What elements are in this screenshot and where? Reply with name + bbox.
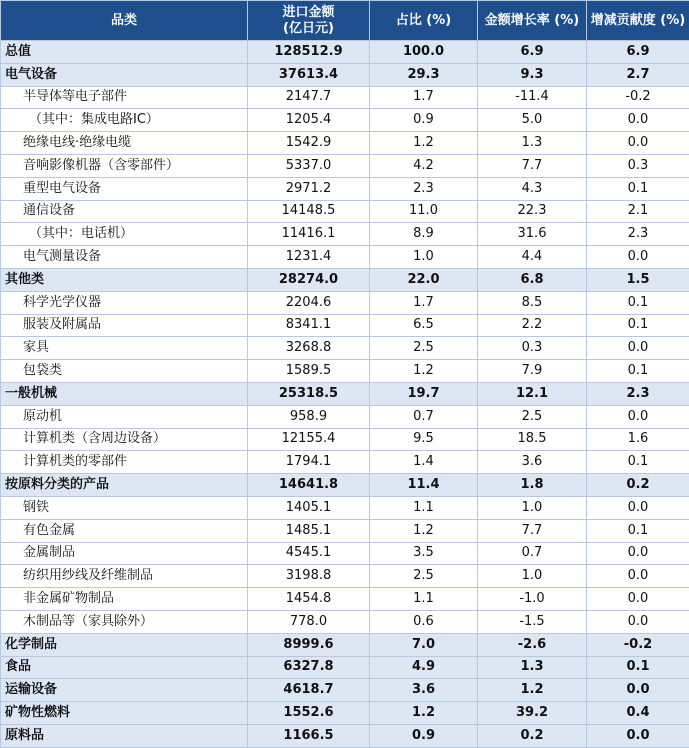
cell-import-amount: 8999.6: [248, 633, 370, 656]
table-row: [1, 496, 689, 519]
cell-growth-rate: 4.4: [478, 246, 587, 269]
cell-category-name: 食品: [1, 656, 248, 679]
table-row: [1, 246, 689, 269]
table-row: [1, 588, 689, 611]
cell-import-amount: 11416.1: [248, 223, 370, 246]
table-row: [1, 314, 689, 337]
table-row: [1, 109, 689, 132]
category-row: [1, 633, 689, 656]
cell-category-name: 计算机类（含周边设备）: [1, 428, 248, 451]
cell-import-amount: 128512.9: [248, 41, 370, 64]
cell-growth-rate: 5.0: [478, 109, 587, 132]
cell-share: 1.2: [370, 132, 478, 155]
cell-share: 1.2: [370, 702, 478, 725]
cell-share: 19.7: [370, 382, 478, 405]
cell-growth-rate: 18.5: [478, 428, 587, 451]
cell-contribution: 0.0: [587, 610, 689, 633]
cell-import-amount: 1552.6: [248, 702, 370, 725]
cell-contribution: 2.7: [587, 63, 689, 86]
cell-contribution: 0.1: [587, 314, 689, 337]
cell-growth-rate: 0.3: [478, 337, 587, 360]
table-row: [1, 405, 689, 428]
cell-contribution: 0.2: [587, 474, 689, 497]
cell-share: 0.6: [370, 610, 478, 633]
cell-growth-rate: 0.2: [478, 724, 587, 747]
cell-category-name: （其中：集成电路IC）: [1, 109, 248, 132]
category-row: [1, 474, 689, 497]
category-row: [1, 382, 689, 405]
cell-category-name: （其中：电话机）: [1, 223, 248, 246]
cell-share: 1.2: [370, 519, 478, 542]
cell-category-name: 原料品: [1, 724, 248, 747]
category-row: [1, 656, 689, 679]
header-amount-unit: (亿日元): [248, 21, 369, 37]
table-body: [1, 41, 689, 748]
cell-import-amount: 1542.9: [248, 132, 370, 155]
cell-import-amount: 1205.4: [248, 109, 370, 132]
cell-growth-rate: 0.7: [478, 542, 587, 565]
table-row: [1, 177, 689, 200]
table-row: [1, 223, 689, 246]
cell-category-name: 运输设备: [1, 679, 248, 702]
cell-category-name: 原动机: [1, 405, 248, 428]
cell-contribution: -0.2: [587, 86, 689, 109]
cell-contribution: 0.0: [587, 337, 689, 360]
cell-contribution: 1.6: [587, 428, 689, 451]
cell-growth-rate: 8.5: [478, 291, 587, 314]
cell-growth-rate: -11.4: [478, 86, 587, 109]
cell-import-amount: 4618.7: [248, 679, 370, 702]
cell-import-amount: 3268.8: [248, 337, 370, 360]
cell-contribution: 0.0: [587, 109, 689, 132]
category-row: [1, 724, 689, 747]
cell-contribution: 6.9: [587, 41, 689, 64]
cell-contribution: 0.1: [587, 451, 689, 474]
cell-category-name: 矿物性燃料: [1, 702, 248, 725]
cell-category-name: 纺织用纱线及纤维制品: [1, 565, 248, 588]
header-amount-line1: 进口金额: [248, 5, 369, 21]
cell-share: 100.0: [370, 41, 478, 64]
cell-category-name: 包袋类: [1, 360, 248, 383]
cell-import-amount: 28274.0: [248, 268, 370, 291]
cell-contribution: 0.0: [587, 565, 689, 588]
cell-import-amount: 1454.8: [248, 588, 370, 611]
cell-share: 8.9: [370, 223, 478, 246]
cell-import-amount: 2971.2: [248, 177, 370, 200]
cell-import-amount: 1166.5: [248, 724, 370, 747]
cell-growth-rate: 31.6: [478, 223, 587, 246]
table-header-row: [1, 1, 689, 41]
cell-growth-rate: 1.0: [478, 496, 587, 519]
table-row: [1, 610, 689, 633]
cell-import-amount: 37613.4: [248, 63, 370, 86]
cell-import-amount: 958.9: [248, 405, 370, 428]
cell-category-name: 钢铁: [1, 496, 248, 519]
cell-share: 1.4: [370, 451, 478, 474]
cell-category-name: 电气测量设备: [1, 246, 248, 269]
cell-share: 9.5: [370, 428, 478, 451]
category-row: [1, 679, 689, 702]
table-row: [1, 154, 689, 177]
cell-import-amount: 14148.5: [248, 200, 370, 223]
cell-import-amount: 1589.5: [248, 360, 370, 383]
cell-contribution: 0.1: [587, 360, 689, 383]
cell-category-name: 重型电气设备: [1, 177, 248, 200]
cell-contribution: 0.1: [587, 519, 689, 542]
cell-category-name: 金属制品: [1, 542, 248, 565]
cell-share: 1.7: [370, 86, 478, 109]
cell-contribution: 0.1: [587, 656, 689, 679]
cell-growth-rate: 6.9: [478, 41, 587, 64]
cell-import-amount: 3198.8: [248, 565, 370, 588]
cell-import-amount: 2147.7: [248, 86, 370, 109]
header-share: 占比 (%): [370, 1, 478, 41]
cell-share: 29.3: [370, 63, 478, 86]
cell-category-name: 计算机类的零部件: [1, 451, 248, 474]
cell-category-name: 电气设备: [1, 63, 248, 86]
cell-growth-rate: 2.2: [478, 314, 587, 337]
cell-category-name: 其他类: [1, 268, 248, 291]
cell-share: 3.5: [370, 542, 478, 565]
cell-growth-rate: 3.6: [478, 451, 587, 474]
cell-growth-rate: 4.3: [478, 177, 587, 200]
cell-growth-rate: 1.3: [478, 132, 587, 155]
cell-growth-rate: 7.9: [478, 360, 587, 383]
cell-category-name: 总值: [1, 41, 248, 64]
cell-growth-rate: 12.1: [478, 382, 587, 405]
cell-growth-rate: -1.5: [478, 610, 587, 633]
cell-share: 2.5: [370, 565, 478, 588]
table-row: [1, 519, 689, 542]
cell-growth-rate: 1.0: [478, 565, 587, 588]
category-row: [1, 41, 689, 64]
cell-share: 4.2: [370, 154, 478, 177]
cell-import-amount: 12155.4: [248, 428, 370, 451]
table-row: [1, 360, 689, 383]
cell-contribution: -0.2: [587, 633, 689, 656]
cell-share: 3.6: [370, 679, 478, 702]
cell-contribution: 0.0: [587, 542, 689, 565]
header-amount: [248, 1, 370, 41]
cell-growth-rate: 39.2: [478, 702, 587, 725]
table-row: [1, 86, 689, 109]
cell-share: 22.0: [370, 268, 478, 291]
cell-category-name: 绝缘电线·绝缘电缆: [1, 132, 248, 155]
cell-import-amount: 6327.8: [248, 656, 370, 679]
cell-category-name: 半导体等电子部件: [1, 86, 248, 109]
cell-share: 4.9: [370, 656, 478, 679]
cell-category-name: 木制品等（家具除外）: [1, 610, 248, 633]
cell-category-name: 通信设备: [1, 200, 248, 223]
header-growth: 金额增长率 (%): [478, 1, 587, 41]
cell-import-amount: 1485.1: [248, 519, 370, 542]
header-contribution: 增减贡献度 (%): [587, 1, 689, 41]
cell-share: 11.4: [370, 474, 478, 497]
cell-contribution: 0.0: [587, 588, 689, 611]
cell-import-amount: 1794.1: [248, 451, 370, 474]
cell-import-amount: 778.0: [248, 610, 370, 633]
cell-share: 0.7: [370, 405, 478, 428]
cell-growth-rate: 2.5: [478, 405, 587, 428]
table-row: [1, 337, 689, 360]
cell-contribution: 0.0: [587, 405, 689, 428]
cell-import-amount: 25318.5: [248, 382, 370, 405]
cell-contribution: 0.0: [587, 246, 689, 269]
cell-share: 7.0: [370, 633, 478, 656]
cell-contribution: 0.0: [587, 724, 689, 747]
cell-contribution: 2.3: [587, 223, 689, 246]
cell-growth-rate: 22.3: [478, 200, 587, 223]
cell-growth-rate: 7.7: [478, 154, 587, 177]
cell-growth-rate: 1.2: [478, 679, 587, 702]
cell-share: 2.3: [370, 177, 478, 200]
cell-growth-rate: 9.3: [478, 63, 587, 86]
cell-contribution: 0.0: [587, 496, 689, 519]
category-row: [1, 63, 689, 86]
table-row: [1, 542, 689, 565]
cell-growth-rate: -2.6: [478, 633, 587, 656]
cell-contribution: 2.1: [587, 200, 689, 223]
cell-contribution: 0.1: [587, 291, 689, 314]
table-row: [1, 451, 689, 474]
cell-contribution: 0.0: [587, 132, 689, 155]
cell-share: 1.1: [370, 588, 478, 611]
cell-contribution: 0.0: [587, 679, 689, 702]
cell-growth-rate: -1.0: [478, 588, 587, 611]
cell-contribution: 0.3: [587, 154, 689, 177]
header-category: 品类: [1, 1, 248, 41]
category-row: [1, 268, 689, 291]
cell-import-amount: 14641.8: [248, 474, 370, 497]
cell-growth-rate: 6.8: [478, 268, 587, 291]
cell-contribution: 0.1: [587, 177, 689, 200]
cell-import-amount: 4545.1: [248, 542, 370, 565]
cell-import-amount: 2204.6: [248, 291, 370, 314]
cell-share: 1.2: [370, 360, 478, 383]
cell-category-name: 按原料分类的产品: [1, 474, 248, 497]
cell-growth-rate: 1.8: [478, 474, 587, 497]
cell-growth-rate: 7.7: [478, 519, 587, 542]
cell-category-name: 家具: [1, 337, 248, 360]
cell-growth-rate: 1.3: [478, 656, 587, 679]
table-row: [1, 132, 689, 155]
cell-share: 1.7: [370, 291, 478, 314]
cell-import-amount: 1231.4: [248, 246, 370, 269]
cell-share: 11.0: [370, 200, 478, 223]
cell-share: 0.9: [370, 724, 478, 747]
cell-share: 2.5: [370, 337, 478, 360]
table-row: [1, 291, 689, 314]
cell-category-name: 非金属矿物制品: [1, 588, 248, 611]
table-row: [1, 428, 689, 451]
cell-import-amount: 5337.0: [248, 154, 370, 177]
cell-category-name: 科学光学仪器: [1, 291, 248, 314]
cell-category-name: 服装及附属品: [1, 314, 248, 337]
cell-import-amount: 1405.1: [248, 496, 370, 519]
cell-category-name: 一般机械: [1, 382, 248, 405]
cell-contribution: 1.5: [587, 268, 689, 291]
cell-contribution: 2.3: [587, 382, 689, 405]
cell-import-amount: 8341.1: [248, 314, 370, 337]
category-row: [1, 702, 689, 725]
table-row: [1, 200, 689, 223]
cell-share: 6.5: [370, 314, 478, 337]
cell-share: 1.0: [370, 246, 478, 269]
cell-category-name: 有色金属: [1, 519, 248, 542]
cell-share: 0.9: [370, 109, 478, 132]
table-row: [1, 565, 689, 588]
cell-category-name: 化学制品: [1, 633, 248, 656]
cell-category-name: 音响影像机器（含零部件）: [1, 154, 248, 177]
cell-share: 1.1: [370, 496, 478, 519]
cell-contribution: 0.4: [587, 702, 689, 725]
